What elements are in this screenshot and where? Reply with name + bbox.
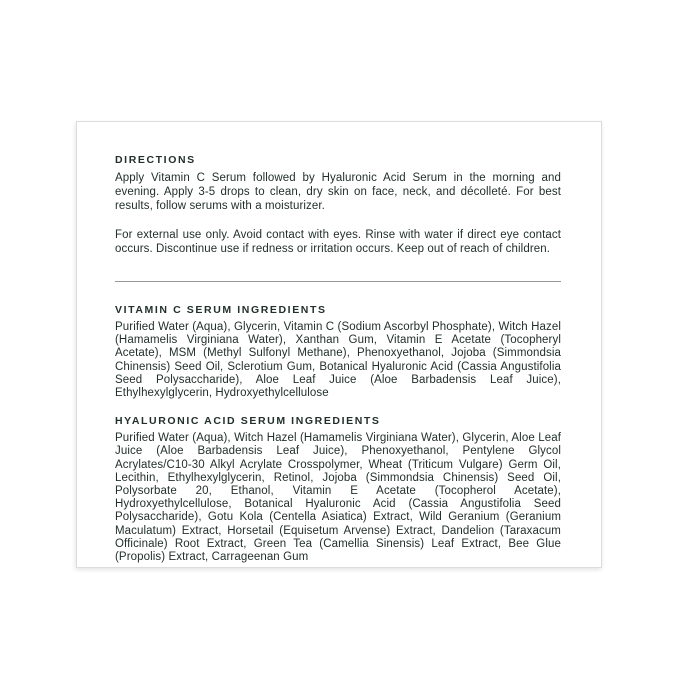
vitamin-c-ingredients-section — [115, 304, 561, 400]
label-info-panel — [76, 121, 602, 568]
hyaluronic-ingredients-section — [115, 415, 561, 564]
vitamin-c-ingredients-heading: VITAMIN C SERUM INGREDIENTS — [115, 304, 327, 317]
section-divider — [115, 281, 561, 282]
directions-heading: DIRECTIONS — [115, 154, 196, 166]
directions-usage-text: Apply Vitamin C Serum followed by Hyaluronic Acid Serum in the morning and evening. Apply 3-5 drops to clean, dry skin on face, neck, and décolleté. For best results, follow serums with a moisturizer. — [115, 172, 561, 213]
directions-section — [115, 154, 561, 256]
directions-warning-text: For external use only. Avoid contact with eyes. Rinse with water if direct eye contact occurs. Discontinue use if redness or irritation occurs. Keep out of reach of children. — [115, 228, 561, 255]
hyaluronic-ingredients-text: Purified Water (Aqua), Witch Hazel (Hamamelis Virginiana Water), Glycerin, Aloe Leaf Juice (Aloe Barbadensis Leaf Juice), Phenoxyethanol, Pentylene Glycol Acrylates/C10-30 Alkyl Acrylate Crosspolymer, Wheat (Triticum Vulgare) Germ Oil, Lecithin, Ethylhexylglycerin, Retinol, Jojoba (Simmondsia Chinensis) Seed Oil, Polysorbate 20, Ethanol, Vitamin E Acetate (Tocopherol Acetate), Hydroxyethylcellulose, Botanical Hyaluronic Acid (Cassia Angustifolia Seed Polysaccharide), Gotu Kola (Centella Asiatica) Extract, Wild Geranium (Geranium Maculatum) Extract, Horsetail (Equisetum Arvense) Extract, Dandelion (Taraxacum Officinale) Root Extract, Green Tea (Camellia Sinensis) Leaf Extract, Bee Glue (Propolis) Extract, Carrageenan Gum — [115, 432, 561, 564]
vitamin-c-ingredients-text: Purified Water (Aqua), Glycerin, Vitamin C (Sodium Ascorbyl Phosphate), Witch Hazel (Hamamelis Virginiana Water), Xanthan Gum, Vitamin E Acetate (Tocopheryl Acetate), MSM (Methyl Sulfonyl Methane), Phenoxyethanol, Jojoba (Simmondsia Chinensis) Seed Oil, Sclerotium Gum, Botanical Hyaluronic Acid (Cassia Angustifolia Seed Polysaccharide), Aloe Leaf Juice (Aloe Barbadensis Leaf Juice), Ethylhexylglycerin, Hydroxyethylcellulose — [115, 321, 561, 400]
hyaluronic-ingredients-heading: HYALURONIC ACID SERUM INGREDIENTS — [115, 415, 381, 428]
